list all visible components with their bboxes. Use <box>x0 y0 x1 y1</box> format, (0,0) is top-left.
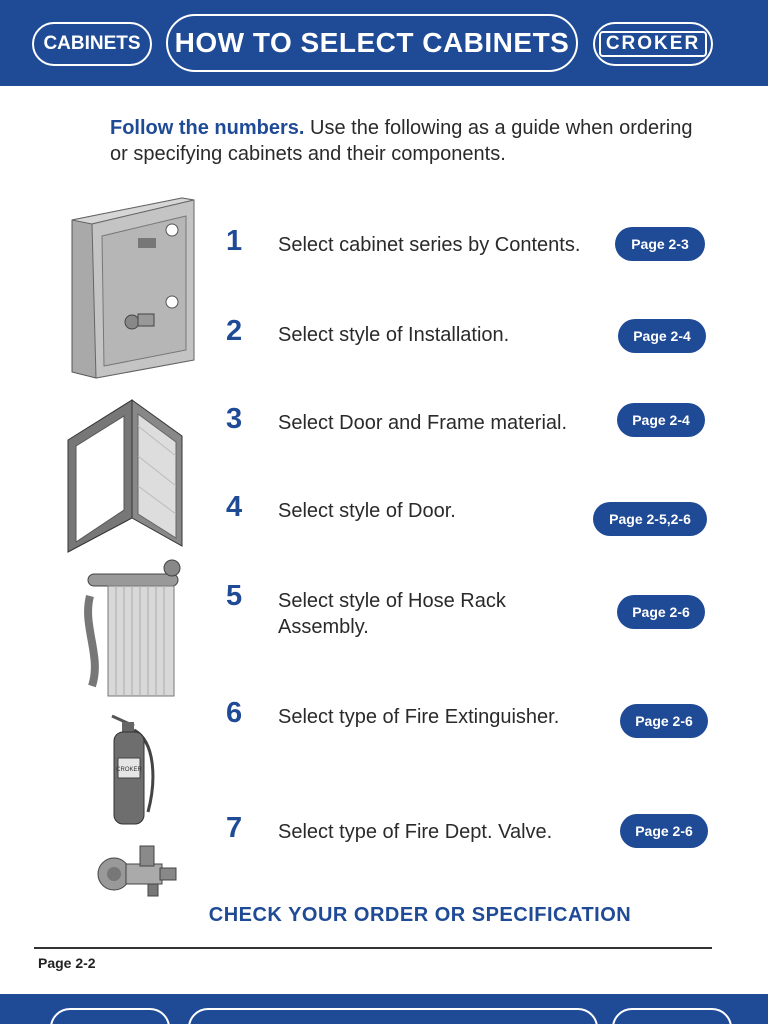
step-text: Select cabinet series by Contents. <box>278 234 581 256</box>
page-link[interactable]: Page 2-6 <box>620 814 708 848</box>
page-link[interactable]: Page 2-4 <box>618 319 706 353</box>
step-text: Select style of Door. <box>278 500 456 522</box>
step-number: 7 <box>226 812 243 844</box>
page-number: Page 2-2 <box>38 955 96 971</box>
step-number: 2 <box>226 315 243 347</box>
section-label: CABINETS <box>43 33 141 54</box>
footer-badge-left <box>50 1008 170 1024</box>
page-link[interactable]: Page 2-3 <box>615 227 705 261</box>
intro-text: Use the following as a guide when ordering or specifying cabinets and their components. <box>110 117 693 165</box>
page-link[interactable]: Page 2-6 <box>620 704 708 738</box>
extinguisher-label: CROKER <box>116 767 142 773</box>
step-number: 4 <box>226 491 243 523</box>
page-link[interactable]: Page 2-4 <box>617 403 705 437</box>
section-label-badge <box>32 22 152 66</box>
step-number: 6 <box>226 697 243 729</box>
step-text: Select Door and Frame material. <box>278 412 568 434</box>
page-link[interactable]: Page 2-5,2-6 <box>593 502 707 536</box>
cabinet-door-image <box>62 396 190 556</box>
fire-dept-valve-image <box>96 842 180 900</box>
page-title: HOW TO SELECT CABINETS <box>174 27 570 58</box>
page-title-badge <box>166 14 578 72</box>
footer-bar <box>0 994 768 1024</box>
brand-name: CROKER <box>599 31 707 57</box>
page-link[interactable]: Page 2-6 <box>617 595 705 629</box>
brand-logo <box>593 22 713 66</box>
step-number: 5 <box>226 580 243 612</box>
step-text: Select style of Installation. <box>278 324 510 346</box>
cabinet-box-image <box>62 190 202 380</box>
step-number: 3 <box>226 403 243 435</box>
step-text: Select type of Fire Extinguisher. <box>278 706 560 728</box>
check-order-heading: CHECK YOUR ORDER OR SPECIFICATION <box>208 904 632 926</box>
footer-badge-right <box>612 1008 732 1024</box>
step-text: Select type of Fire Dept. Valve. <box>278 821 553 843</box>
footer-divider <box>34 947 712 949</box>
header-bar <box>0 0 768 86</box>
intro-paragraph <box>110 115 710 167</box>
step-number: 1 <box>226 225 243 257</box>
intro-lead: Follow the numbers. <box>110 117 305 139</box>
step-text: Select style of Hose Rack Assembly. <box>278 590 506 638</box>
footer-badge-center <box>188 1008 598 1024</box>
fire-extinguisher-image <box>104 712 160 828</box>
hose-rack-image <box>78 556 190 701</box>
